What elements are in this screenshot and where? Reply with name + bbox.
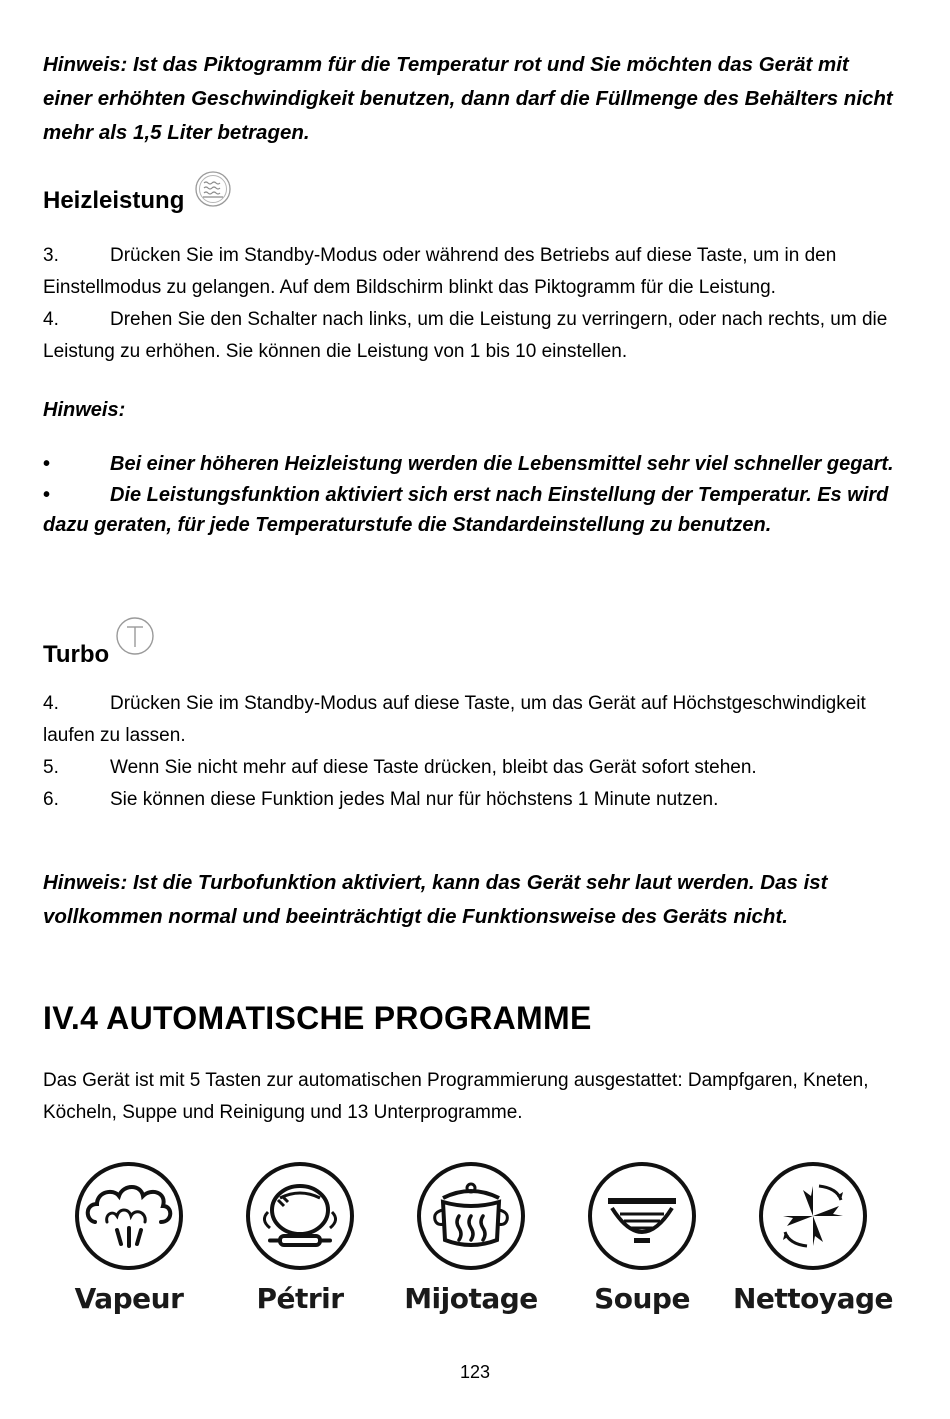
program-mijotage — [381, 1160, 561, 1315]
step-item: 5. Wenn Sie nicht mehr auf diese Taste drücken, bleibt das Gerät sofort stehen. — [43, 757, 757, 778]
step-item: 4. Drehen Sie den Schalter nach links, um die Leistung zu verringern, oder nach rechts, um die Leistung zu erhöhen. Sie können die Leistung von 1 bis 10 einstellen. — [43, 309, 888, 362]
note-temperature: Hinweis: Ist das Piktogramm für die Temperatur rot und Sie möchten das Gerät mit einer erhöhten Geschwindigkeit benutzen, dann darf die Füllmenge des Behälters nicht mehr als 1,5 Liter betragen. — [43, 53, 893, 144]
program-label: Vapeur — [74, 1282, 184, 1315]
bullet-symbol: • — [43, 453, 51, 475]
section-title: IV.4 AUTOMATISCHE PROGRAMME — [43, 1000, 592, 1036]
turbo-steps — [43, 688, 903, 816]
step-item: 4. Drücken Sie im Standby-Modus auf diese Taste, um das Gerät auf Höchstgeschwindigkeit laufen zu lassen. — [43, 693, 866, 746]
page-number: 123 — [459, 1362, 491, 1382]
program-nettoyage — [723, 1160, 903, 1315]
heizleistung-title: Heizleistung — [43, 187, 185, 214]
step-item: 3. Drücken Sie im Standby-Modus oder während des Betriebs auf diese Taste, um in den Einstellmodus zu gelangen. Auf dem Bildschirm blinkt das Piktogramm für die Leistung. — [43, 245, 837, 298]
note-turbo: Hinweis: Ist die Turbofunktion aktiviert, kann das Gerät sehr laut werden. Das ist vollkommen normal und beeinträchtigt die Funktionsweise des Geräts nicht. — [43, 871, 828, 928]
program-label: Nettoyage — [732, 1282, 894, 1315]
bullet-item: • Bei einer höheren Heizleistung werden die Lebensmittel sehr viel schneller gegart. — [43, 449, 903, 479]
program-vapeur — [39, 1160, 219, 1315]
steam-icon — [73, 1160, 185, 1272]
turbo-heading — [43, 622, 155, 669]
soup-bowl-icon — [586, 1160, 698, 1272]
program-icons-row — [74, 1160, 894, 1320]
heat-waves-icon — [194, 170, 232, 215]
simmer-pot-icon — [415, 1160, 527, 1272]
program-soupe — [552, 1160, 732, 1315]
program-label: Soupe — [594, 1282, 690, 1315]
program-label: Mijotage — [404, 1282, 538, 1315]
heizleistung-heading — [43, 170, 232, 215]
bullet-symbol: • — [43, 484, 51, 506]
bullet-item: • Die Leistungsfunktion aktiviert sich erst nach Einstellung der Temperatur. Es wird dazu geraten, für jede Temperaturstufe die Standardeinstellung zu benutzen. — [43, 480, 903, 540]
heizleistung-bullets — [43, 449, 903, 541]
turbo-title: Turbo — [43, 641, 110, 668]
heizleistung-steps — [43, 240, 903, 368]
kneading-dough-icon — [244, 1160, 356, 1272]
heizleistung-note-label: Hinweis: — [43, 399, 126, 421]
program-label: Pétrir — [256, 1282, 344, 1315]
turbo-t-icon — [115, 616, 155, 663]
step-item: 6. Sie können diese Funktion jedes Mal nur für höchstens 1 Minute nutzen. — [43, 789, 719, 810]
programs-intro: Das Gerät ist mit 5 Tasten zur automatischen Programmierung ausgestattet: Dampfgaren, Kneten, Köcheln, Suppe und Reinigung und 13 Unterprogramme. — [43, 1070, 869, 1123]
cleaning-arrows-icon — [757, 1160, 869, 1272]
program-petrir — [210, 1160, 390, 1315]
